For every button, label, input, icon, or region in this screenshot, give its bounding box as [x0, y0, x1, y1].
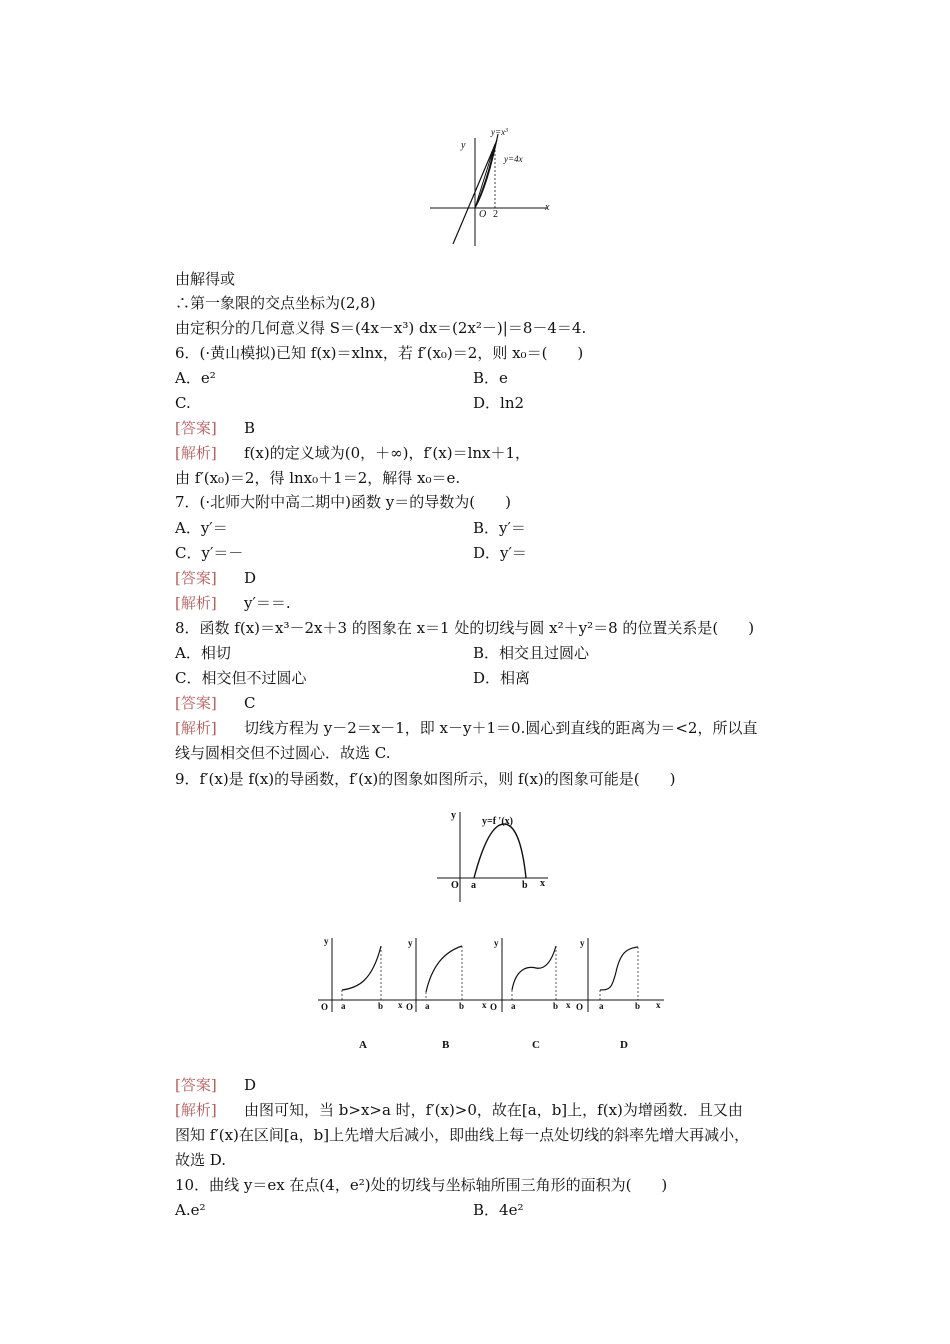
- line-2: ∴第一象限的交点坐标为(2,8): [175, 294, 376, 312]
- question-6: 6．(·黄山模拟)已知 f(x)＝xlnx，若 f′(x₀)＝2，则 x₀＝( ): [175, 344, 584, 362]
- svg-text:x: x: [656, 1000, 661, 1010]
- svg-text:O: O: [576, 1002, 584, 1012]
- label-y: y: [451, 810, 456, 821]
- q7-answer: [答案] D: [175, 569, 257, 587]
- q6-options-cd: C. D．ln2: [175, 394, 525, 412]
- figure-cubic-line: [428, 126, 558, 248]
- svg-text:O: O: [321, 1002, 329, 1012]
- option-a-label: A: [359, 1039, 367, 1051]
- q6-options-ab: A．e² B．e: [175, 369, 508, 387]
- svg-text:O: O: [406, 1002, 414, 1012]
- q6-answer: [答案] B: [175, 419, 256, 437]
- option-b-graph: [404, 938, 490, 1051]
- svg-text:y: y: [580, 938, 585, 948]
- svg-text:b: b: [553, 1001, 559, 1011]
- q8-options-cd: C．相交但不过圆心 D．相离: [175, 669, 531, 687]
- figure-derivative: [436, 804, 556, 904]
- q9-explanation-3: 故选 D.: [175, 1151, 227, 1169]
- q9-explanation-1: [解析] 由图可知，当 b>x>a 时，f′(x)>0，故在[a，b]上，f(x)为增函数．且又由: [175, 1101, 743, 1119]
- svg-text:y: y: [494, 938, 499, 948]
- svg-text:b: b: [459, 1001, 465, 1011]
- option-c-label: C: [532, 1039, 540, 1051]
- question-8: 8．函数 f(x)＝x³－2x＋3 的图象在 x＝1 处的切线与圆 x²＋y²＝8 的位置关系是( ): [175, 619, 755, 637]
- q8-options-ab: A．相切 B．相交且过圆心: [175, 644, 590, 662]
- shaded-region: [475, 144, 495, 208]
- label-a: a: [471, 880, 476, 891]
- label-y: y: [461, 140, 466, 151]
- svg-text:x: x: [398, 1000, 403, 1010]
- figure-options: [312, 930, 672, 1052]
- q8-explanation-1: [解析] 切线方程为 y－2＝x－1，即 x－y＋1＝0.圆心到直线的距离为＝<2，所以直: [175, 719, 758, 737]
- question-9: 9．f′(x)是 f(x)的导函数，f′(x)的图象如图所示，则 f(x)的图象可能是( ): [175, 770, 676, 788]
- label-b: b: [522, 880, 528, 891]
- svg-text:a: a: [341, 1001, 346, 1011]
- svg-text:b: b: [635, 1001, 641, 1011]
- line-1: 由解得或: [175, 270, 236, 288]
- q7-options-ab: A．y′＝ B．y′＝: [175, 519, 526, 537]
- q6-explanation-2: 由 f′(x₀)＝2，得 lnx₀＋1＝2，解得 x₀＝e.: [175, 469, 461, 487]
- option-c-graph: [488, 938, 574, 1051]
- q6-explanation-1: [解析] f(x)的定义域为(0，＋∞)，f′(x)＝lnx＋1，: [175, 444, 531, 462]
- option-d-label: D: [620, 1039, 628, 1051]
- derivative-curve: [474, 824, 526, 878]
- label-cubic: $y=x^3$: [491, 127, 509, 137]
- option-b-label: B: [442, 1039, 450, 1051]
- svg-text:a: a: [511, 1001, 516, 1011]
- label-curve: y=f ′(x): [482, 816, 514, 827]
- label-origin: O: [451, 880, 459, 891]
- svg-text:x: x: [482, 1000, 487, 1010]
- question-10: 10．曲线 y＝ex 在点(4，e²)处的切线与坐标轴所围三角形的面积为( ): [175, 1176, 668, 1194]
- label-x: x: [545, 202, 550, 213]
- q9-explanation-2: 图知 f′(x)在区间[a，b]上先增大后减小，即曲线上每一点处切线的斜率先增大再减小，: [175, 1126, 750, 1144]
- label-line: y=4x: [504, 154, 523, 164]
- q8-explanation-2: 线与圆相交但不过圆心．故选 C.: [175, 744, 391, 762]
- q9-answer: [答案] D: [175, 1076, 257, 1094]
- q8-answer: [答案] C: [175, 694, 256, 712]
- option-a-graph: [318, 936, 406, 1051]
- label-x: x: [540, 878, 545, 889]
- q7-explanation: [解析] y′＝＝.: [175, 594, 291, 612]
- svg-text:b: b: [378, 1001, 384, 1011]
- label-tick-2: 2: [493, 209, 498, 220]
- svg-text:y: y: [408, 938, 413, 948]
- svg-text:a: a: [425, 1001, 430, 1011]
- q7-options-cd: C．y′＝－ D．y′＝: [175, 544, 527, 562]
- q10-options-ab: A.e² B．4e²: [175, 1201, 524, 1219]
- label-origin: O: [479, 209, 487, 220]
- svg-text:a: a: [599, 1001, 604, 1011]
- line-3: 由定积分的几何意义得 S＝(4x－x³) dx＝(2x²－)|＝8－4＝4.: [175, 319, 587, 337]
- svg-text:x: x: [566, 1000, 571, 1010]
- option-d-graph: [574, 938, 664, 1051]
- svg-text:O: O: [490, 1002, 498, 1012]
- question-7: 7．(·北师大附中高二期中)函数 y＝的导数为( ): [175, 493, 511, 511]
- svg-text:y: y: [324, 936, 329, 946]
